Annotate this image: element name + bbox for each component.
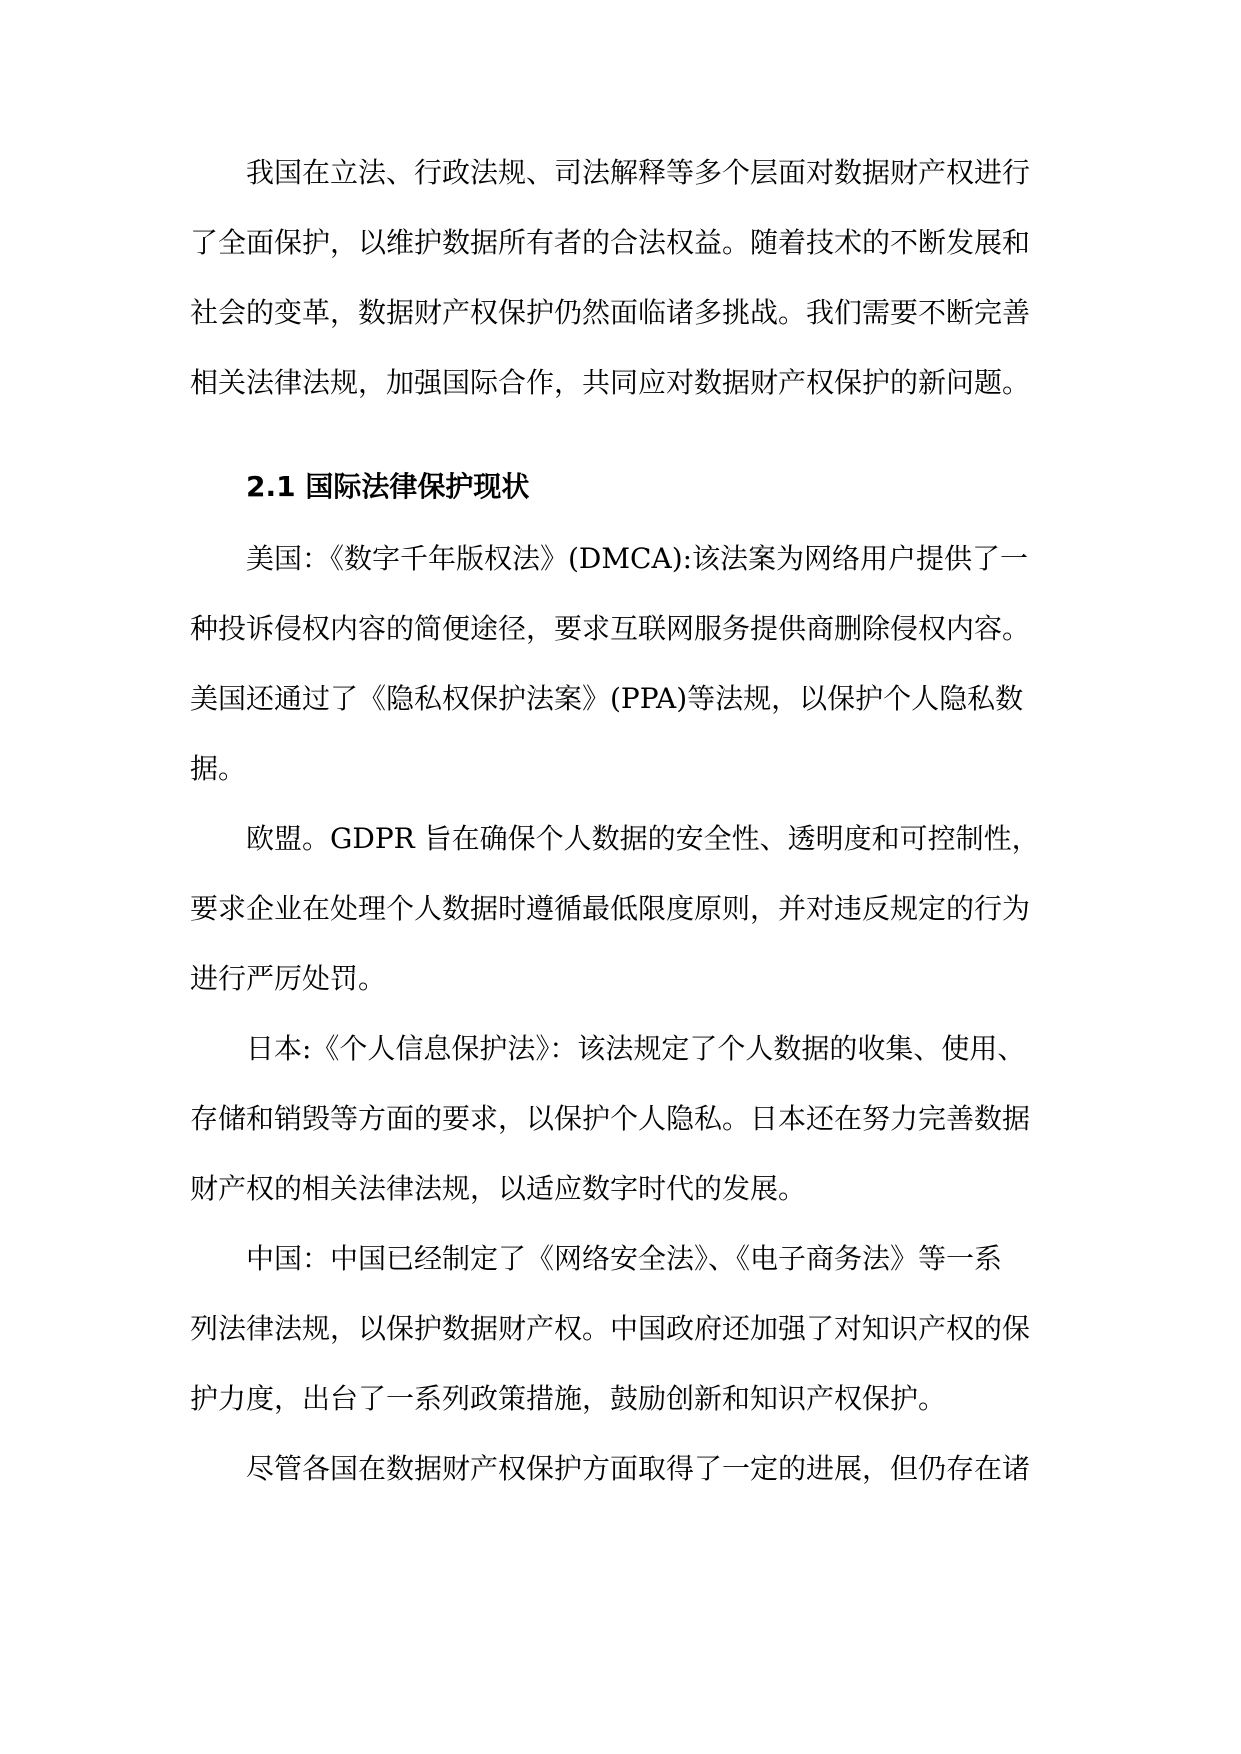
text-line: 种投诉侵权内容的简便途径，要求互联网服务提供商删除侵权内容。 — [190, 612, 1031, 645]
text-line: 列法律法规，以保护数据财产权。中国政府还加强了对知识产权的保 — [190, 1312, 1031, 1345]
text-line: 要求企业在处理个人数据时遵循最低限度原则，并对违反规定的行为 — [190, 892, 1031, 925]
text-line: 欧盟。GDPR 旨在确保个人数据的安全性、透明度和可控制性， — [246, 822, 1040, 855]
document-body — [190, 138, 1060, 1504]
text-line: 相关法律法规，加强国际合作，共同应对数据财产权保护的新问题。 — [190, 366, 1031, 399]
text-line: 美国：《数字千年版权法》(DMCA):该法案为网络用户提供了一 — [246, 542, 1029, 575]
paragraph-japan — [190, 1014, 1060, 1224]
text-line: 进行严厉处罚。 — [190, 962, 387, 995]
section-heading: 2.1 国际法律保护现状 — [246, 470, 530, 503]
paragraph-eu — [190, 804, 1060, 1014]
paragraph-legal-protection-overview — [190, 138, 1060, 418]
text-line: 我国在立法、行政法规、司法解释等多个层面对数据财产权进行 — [246, 156, 1031, 189]
text-line: 美国还通过了《隐私权保护法案》(PPA)等法规，以保护个人隐私数 — [190, 682, 1024, 715]
text-line: 财产权的相关法律法规，以适应数字时代的发展。 — [190, 1172, 807, 1205]
text-line: 日本:《个人信息保护法》：该法规定了个人数据的收集、使用、 — [246, 1032, 1026, 1065]
text-line: 据。 — [190, 752, 247, 785]
paragraph-closing — [190, 1434, 1060, 1504]
text-line: 中国：中国已经制定了《网络安全法》、《电子商务法》等一系 — [246, 1242, 1003, 1275]
text-line: 尽管各国在数据财产权保护方面取得了一定的进展，但仍存在诸 — [246, 1452, 1031, 1485]
paragraph-usa — [190, 524, 1060, 804]
text-line: 护力度，出台了一系列政策措施，鼓励创新和知识产权保护。 — [190, 1382, 947, 1415]
text-line: 了全面保护，以维护数据所有者的合法权益。随着技术的不断发展和 — [190, 226, 1031, 259]
text-line: 存储和销毁等方面的要求，以保护个人隐私。日本还在努力完善数据 — [190, 1102, 1031, 1135]
paragraph-china — [190, 1224, 1060, 1434]
text-line: 社会的变革，数据财产权保护仍然面临诸多挑战。我们需要不断完善 — [190, 296, 1031, 329]
